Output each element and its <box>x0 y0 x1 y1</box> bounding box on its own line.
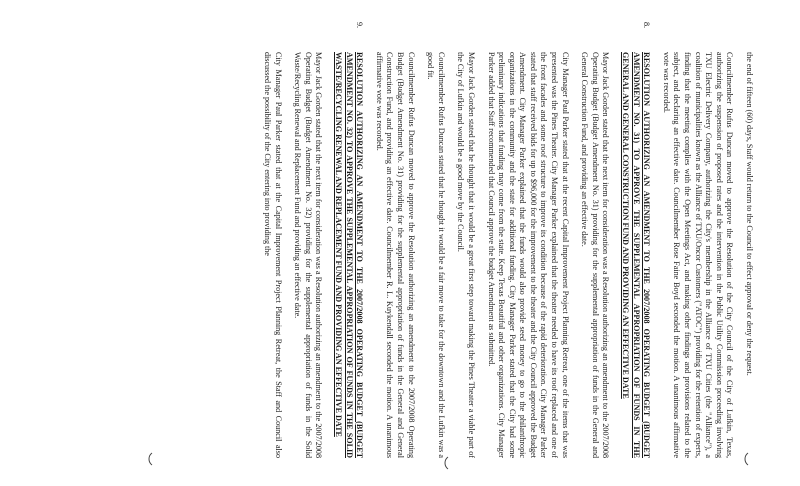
item-number: 9. <box>355 22 365 29</box>
item8-duncan-statement: Councilmember Rufus Duncan stated that he thought it would be a fair move to take for the downtown and the Lufkin was a good fit. <box>426 52 446 458</box>
punch-hole-mark <box>742 452 750 466</box>
intro-paragraph: the end of fifteen (60) days, Staff would return to the Council to effect approval or deny the request. <box>745 52 754 376</box>
agenda-item-9 <box>261 22 365 458</box>
document-page <box>30 8 770 478</box>
punch-hole-mark <box>442 456 450 470</box>
item-number: 8. <box>642 22 652 29</box>
item8-parker-paragraph: City Manager Paul Parker stated that at the recent Capital Improvement Project Planning Retreat, one of the items that was presented was the Pines Theater. City Manager Parker explained that the theater needed to have its roof replaced and one of the front facades and some roof structure to improve its condition because of the rapid deterioration. City Manager Parker stated that staff received bids for up to $96,000 for the improvement to the theater and the City Council approved the Budget Amendment. City Manager Parker explained that the funds would also provide seed money to go to the philanthropic organizations in the community and the state for additional funding. City Manager Parker stated that the City had some preliminary indications that funding may come from the state. Keep Texas Beautiful and other organizations. City Manager Parker added that Staff recommended that Council approve the budget Amendment as submitted. <box>486 52 570 458</box>
item8-gorden-paragraph: Mayor Jack Gorden stated that he thought that it would be a great first step toward making the Pines Theater a viable part of the City of Lufkin and would be a good move by the Council. <box>456 52 476 458</box>
item9-parker-paragraph: City Manager Paul Parker stated that at the Capital Improvement Project Planning Retreat, the Staff and Council also discussed the possibility of the City entering into providing the <box>263 52 283 458</box>
duncan-motion-paragraph: Councilmember Rufus Duncan moved to approve the Resolution of the City Council of the City of Lufkin, Texas, authorizing the suspension of proposed rates and the intervention in the Public Utility Commission proceeding involving TXU Electric Delivery Company, authorizing the City's membership in the Alliance of TXU Cities (the "Alliance"), a coalition of municipalities known as the Alliance of TXU/Oncor Customers ("ATOC") providing for the retention of experts, finding that the meeting complies with the Open Meetings Act, and making other findings and provisions related to the subject, and declaring an effective date. Councilmember Rose Faine Boyd seconded the motion. A unanimous affirmative vote was recorded. <box>661 52 735 458</box>
agenda-item-8 <box>373 22 652 458</box>
item9-mayor-paragraph: Mayor Jack Gorden stated that the next item for consideration was a Resolution authorizing an amendment to the 2007/2008 Operating Budget (Budget Amendment No. 32) providing for the supplemental appropriation of funds in the Solid Waste/Recycling Renewal and Replacement Fund and providing an effective date. <box>293 52 324 458</box>
item8-mayor-paragraph: Mayor Jack Gorden stated that the next item for consideration was a Resolution authorizing an amendment to the 2007/2008 Operating Budget (Budget Amendment No. 31) providing for the supplemental appropriation of funds in the General and General Construction Fund, and providing an effective date. <box>580 52 611 458</box>
item-heading: RESOLUTION AUTHORIZING AN AMENDMENT TO THE 2007/2008 OPERATING BUDGET (BUDGET AMENDMENT NO. 31) TO APPROVE THE SUPPLEMENTAL APPROPRIATION OF FUNDS IN THE GENERAL AND GENERAL CONSTRUCTION FUND AND PROVIDING AN EFFECTIVE DATE <box>621 52 652 458</box>
item8-duncan-motion: Councilmember Rufus Duncan moved to approve the Resolution authorizing an amendment to the 2007/2008 Operating Budget (Budget Amendment No. 31) providing for the supplemental appropriation of funds in the General and General Construction Fund, and providing an effective date. Councilmember R. L. Kuykendall seconded the motion. A unanimous affirmative vote was recorded. <box>374 52 416 458</box>
punch-hole-mark <box>146 452 154 466</box>
item-heading: RESOLUTION AUTHORIZING AN AMENDMENT TO THE 2007/2008 OPERATING BUDGET (BUDGET AMENDMENT NO. 32) TO APPROVE THE SUPPLEMENTAL APPROPRIATION OF FUNDS IN THE SOLID WASTE/RECYCLING RENEWAL AND REPLACEMENT FUND AND PROVIDING AN EFFECTIVE DATE <box>334 52 365 458</box>
